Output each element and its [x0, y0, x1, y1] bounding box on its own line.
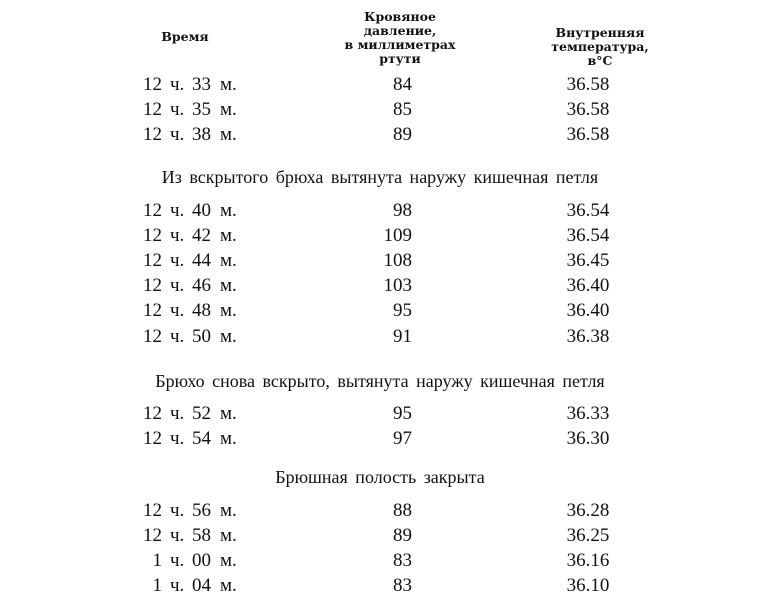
minute-unit: м.: [220, 300, 237, 321]
hour-unit: ч.: [170, 275, 185, 296]
blood-pressure-value: 97: [393, 428, 412, 449]
temperature-value: 36.40: [566, 300, 610, 321]
time-minute: 58: [192, 525, 211, 546]
hour-unit: ч.: [170, 124, 185, 145]
minute-unit: м.: [220, 550, 237, 571]
temperature-value: 36.25: [566, 525, 610, 546]
hour-unit: ч.: [170, 250, 185, 271]
hour-unit: ч.: [170, 74, 185, 95]
temperature-value: 36.45: [566, 250, 610, 271]
time-hour: 12: [143, 99, 162, 120]
temperature-value: 36.58: [566, 74, 610, 95]
minute-unit: м.: [220, 403, 237, 424]
table-row: [0, 97, 760, 122]
blood-pressure-value: 84: [393, 74, 412, 95]
hour-unit: ч.: [170, 326, 185, 347]
time-hour: 12: [143, 428, 162, 449]
table-row: [0, 573, 760, 598]
table-row: [0, 426, 760, 451]
minute-unit: м.: [220, 74, 237, 95]
time-minute: 56: [192, 500, 211, 521]
blood-pressure-value: 88: [393, 500, 412, 521]
minute-unit: м.: [220, 200, 237, 221]
header-time: Время: [161, 29, 209, 44]
blood-pressure-value: 95: [393, 300, 412, 321]
minute-unit: м.: [220, 275, 237, 296]
blood-pressure-value: 83: [393, 575, 412, 596]
header-temperature: Внутренняя температура, в°С: [551, 25, 649, 68]
hour-unit: ч.: [170, 99, 185, 120]
temperature-value: 36.58: [566, 124, 610, 145]
table-row: [0, 223, 760, 248]
table-row: [0, 122, 760, 147]
hour-unit: ч.: [170, 575, 185, 596]
time-minute: 40: [192, 200, 211, 221]
header-blood-pressure: Кровяное давление, в миллиметрах ртути: [344, 9, 456, 66]
hour-unit: ч.: [170, 428, 185, 449]
hour-unit: ч.: [170, 525, 185, 546]
blood-pressure-value: 89: [393, 525, 412, 546]
minute-unit: м.: [220, 500, 237, 521]
table-row: [0, 273, 760, 298]
temperature-value: 36.38: [566, 326, 610, 347]
minute-unit: м.: [220, 428, 237, 449]
temperature-value: 36.16: [566, 550, 610, 571]
time-hour: 12: [143, 124, 162, 145]
time-minute: 52: [192, 403, 211, 424]
hour-unit: ч.: [170, 200, 185, 221]
time-hour: 12: [143, 500, 162, 521]
blood-pressure-value: 98: [393, 200, 412, 221]
temperature-value: 36.10: [566, 575, 610, 596]
blood-pressure-value: 83: [393, 550, 412, 571]
note-cavity-closed: Брюшная полость закрыта: [275, 467, 485, 487]
time-minute: 38: [192, 124, 211, 145]
table-header: [0, 8, 760, 74]
time-minute: 48: [192, 300, 211, 321]
note-loop-pulled-out: Из вскрытого брюха вытянута наружу кишечная петля: [161, 167, 599, 187]
minute-unit: м.: [220, 575, 237, 596]
time-hour: 1: [152, 575, 162, 596]
table-row: [0, 498, 760, 523]
time-minute: 04: [192, 575, 211, 596]
temperature-value: 36.33: [566, 403, 610, 424]
time-hour: 12: [143, 300, 162, 321]
time-hour: 12: [143, 250, 162, 271]
blood-pressure-value: 109: [383, 225, 412, 246]
minute-unit: м.: [220, 225, 237, 246]
temperature-value: 36.28: [566, 500, 610, 521]
time-minute: 42: [192, 225, 211, 246]
time-hour: 1: [152, 550, 162, 571]
table-row: [0, 198, 760, 223]
blood-pressure-value: 91: [393, 326, 412, 347]
blood-pressure-value: 108: [383, 250, 412, 271]
time-minute: 54: [192, 428, 211, 449]
hour-unit: ч.: [170, 403, 185, 424]
time-minute: 33: [192, 74, 211, 95]
table-row: [0, 324, 760, 349]
blood-pressure-value: 85: [393, 99, 412, 120]
time-hour: 12: [143, 200, 162, 221]
table-row: [0, 248, 760, 273]
temperature-value: 36.54: [566, 200, 610, 221]
table-row: [0, 548, 760, 573]
blood-pressure-value: 89: [393, 124, 412, 145]
table-row: [0, 401, 760, 426]
hour-unit: ч.: [170, 550, 185, 571]
temperature-value: 36.30: [566, 428, 610, 449]
time-hour: 12: [143, 275, 162, 296]
time-hour: 12: [143, 403, 162, 424]
time-minute: 50: [192, 326, 211, 347]
minute-unit: м.: [220, 124, 237, 145]
minute-unit: м.: [220, 250, 237, 271]
temperature-value: 36.40: [566, 275, 610, 296]
time-hour: 12: [143, 326, 162, 347]
table-row: [0, 72, 760, 97]
minute-unit: м.: [220, 326, 237, 347]
time-minute: 46: [192, 275, 211, 296]
blood-pressure-value: 103: [383, 275, 412, 296]
time-hour: 12: [143, 225, 162, 246]
time-minute: 44: [192, 250, 211, 271]
temperature-value: 36.58: [566, 99, 610, 120]
time-hour: 12: [143, 74, 162, 95]
temperature-value: 36.54: [566, 225, 610, 246]
hour-unit: ч.: [170, 300, 185, 321]
time-minute: 00: [192, 550, 211, 571]
minute-unit: м.: [220, 525, 237, 546]
time-hour: 12: [143, 525, 162, 546]
note-abdomen-reopened: Брюхо снова вскрыто, вытянута наружу кишечная петля: [155, 371, 605, 391]
hour-unit: ч.: [170, 225, 185, 246]
minute-unit: м.: [220, 99, 237, 120]
blood-pressure-value: 95: [393, 403, 412, 424]
table-row: [0, 523, 760, 548]
hour-unit: ч.: [170, 500, 185, 521]
table-row: [0, 298, 760, 323]
time-minute: 35: [192, 99, 211, 120]
